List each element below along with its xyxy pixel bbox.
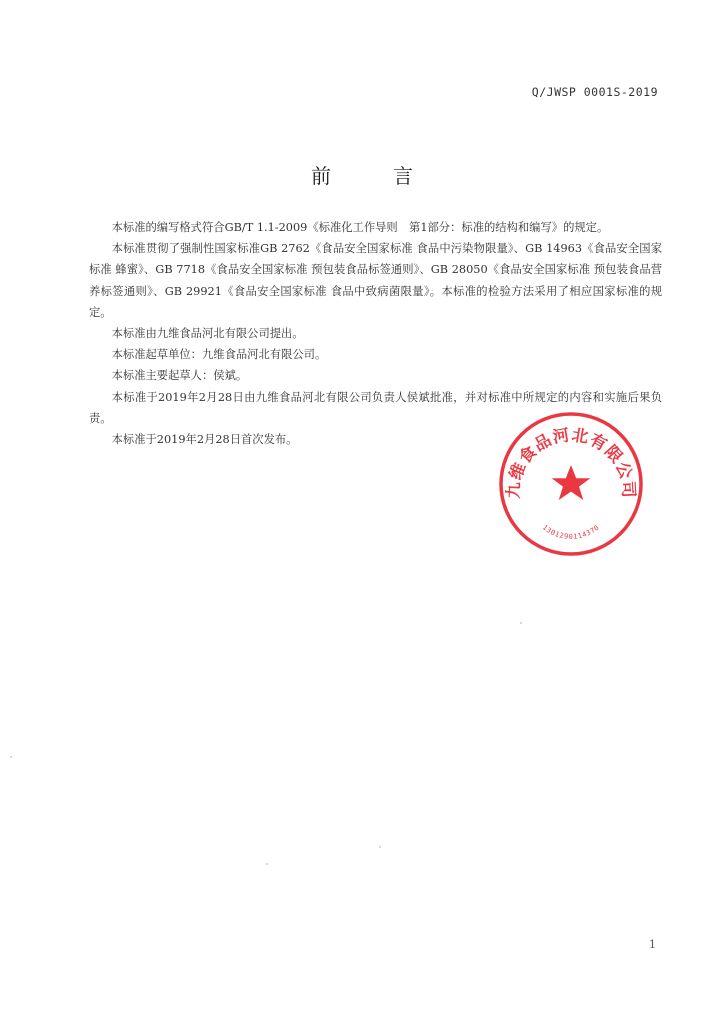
- paragraph-proposer: 本标准由九维食品河北有限公司提出。: [111, 327, 304, 341]
- paragraph-references: 本标准贯彻了强制性国家标准GB 2762《食品安全国家标准 食品中污染物限量》、GB 14963《食品安全国家标准 蜂蜜》、GB 7718《食品安全国家标准 预包装食品标签通则》、GB 28050《食品安全国家标准 预包装食品营养标签通则》、GB 29921《食品安全国家标准 食品中致病菌限量》。本标准的检验方法采用了相应国家标准的规定。: [89, 242, 662, 319]
- scan-speck: [520, 622, 522, 624]
- paragraph-drafting-unit: 本标准起草单位：九维食品河北有限公司。: [111, 348, 327, 362]
- page-title: 前言: [311, 164, 475, 188]
- page-number: 1: [649, 938, 656, 951]
- seal-company-name: 九维食品河北有限公司: [503, 425, 639, 500]
- scan-speck: [379, 846, 381, 848]
- scan-speck: [266, 863, 268, 865]
- document-code: Q/JWSP 0001S-2019: [531, 85, 658, 99]
- paragraph-format: 本标准的编写格式符合GB/T 1.1-2009《标准化工作导则 第1部分：标准的结构和编写》的规定。: [111, 221, 609, 234]
- scan-speck: [10, 756, 12, 758]
- paragraph-release: 本标准于2019年2月28日首次发布。: [111, 433, 298, 447]
- paragraph-approval: 本标准于2019年2月28日由九维食品河北有限公司负责人侯斌批准，并对标准中所规定的内容和实施后果负责。: [89, 390, 662, 425]
- seal-registration-number: 1301290114370: [540, 523, 602, 541]
- star-icon: [552, 465, 591, 500]
- company-seal: [498, 411, 644, 557]
- paragraph-drafter: 本标准主要起草人：侯斌。: [111, 369, 248, 383]
